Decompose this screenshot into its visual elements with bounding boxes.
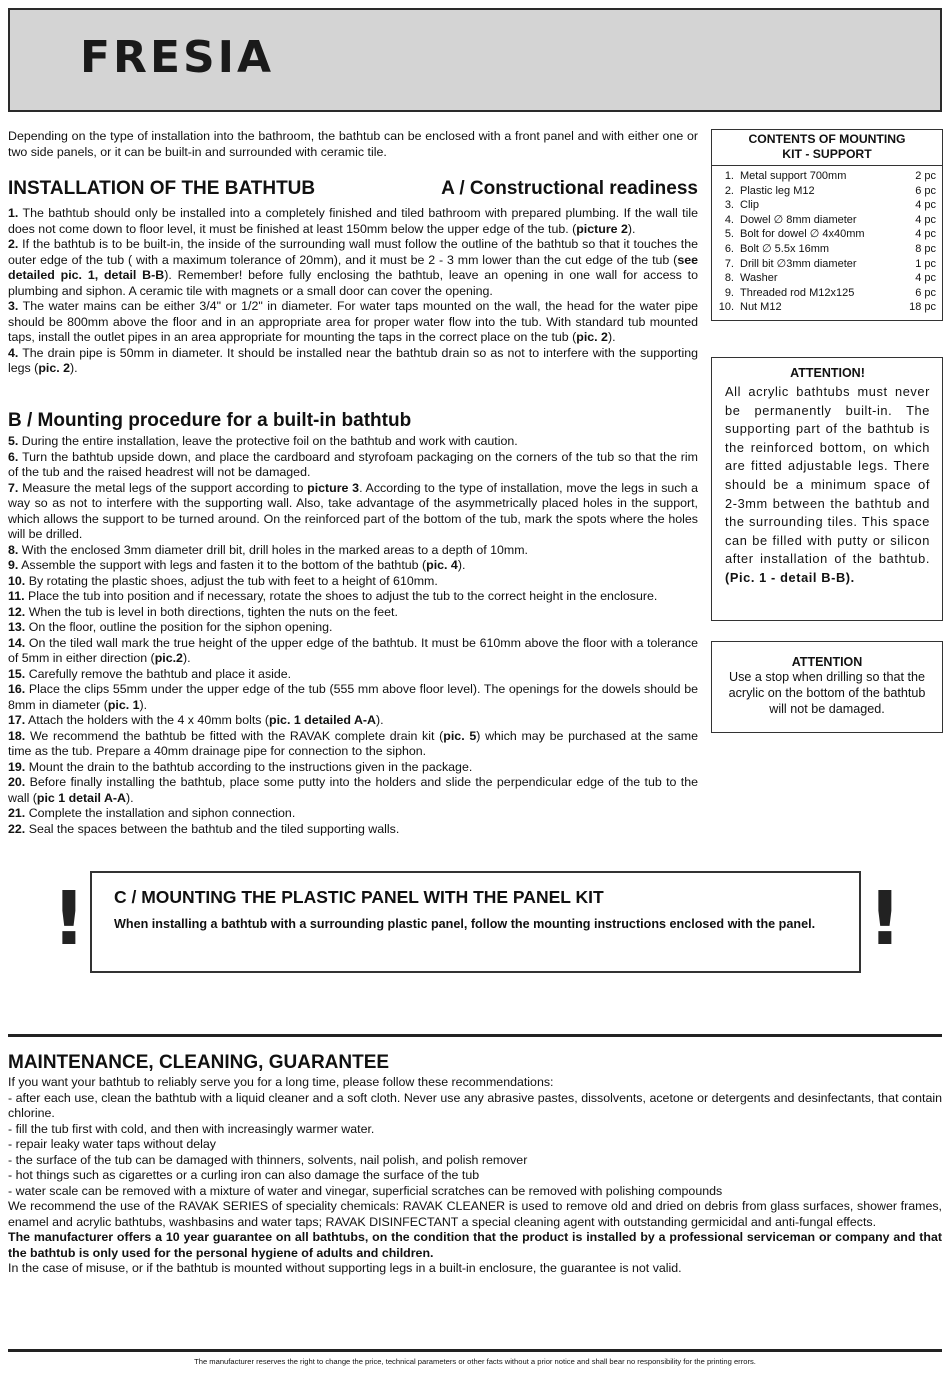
instruction-step xyxy=(8,237,698,299)
section-c-heading: C / MOUNTING THE PLASTIC PANEL WITH THE PANEL KIT xyxy=(114,887,604,907)
section-a-list xyxy=(8,206,698,377)
kit-item-number: 10. xyxy=(718,301,734,314)
instruction-step xyxy=(8,822,698,838)
kit-item xyxy=(712,184,942,199)
section-divider xyxy=(8,1034,942,1037)
step-text-tail: . According to the type of installation, move the legs in such a way so as not to interfere with the supporting wall. Also, take advantage of the asymmetrically placed holes in the support, which allows the support to be turned around. On the reinforced part of the bottom of the tub, mark the spots where the holes will be drilled. xyxy=(8,480,698,541)
kit-item-number: 6. xyxy=(724,242,734,255)
step-number: 2. xyxy=(8,237,19,251)
footer-disclaimer: The manufacturer reserves the right to change the price, technical parameters or other facts without a prior notice and shall bear no responsibility for the printing errors. xyxy=(194,1357,756,1366)
step-text: On the floor, outline the position for the siphon opening. xyxy=(28,620,333,634)
step-reference: picture 3 xyxy=(307,480,360,495)
step-text: Assemble the support with legs and fasten it to the bottom of the bathtub ( xyxy=(21,558,427,572)
step-number: 3. xyxy=(8,299,19,313)
step-text-tail: ). xyxy=(125,790,134,805)
step-number: 4. xyxy=(8,345,19,360)
maintenance-line: - repair leaky water taps without delay xyxy=(8,1137,216,1151)
maintenance-line: - after each use, clean the bathtub with a liquid cleaner and a soft cloth. Never use any abrasive pastes, dissolvents, acetone or detergents and desinfectants, that contain chlorine. xyxy=(8,1090,942,1120)
kit-item-quantity: 8 pc xyxy=(915,242,936,255)
maintenance-line: If you want your bathtub to reliably serve you for a long time, please follow these recommendations: xyxy=(8,1075,554,1089)
instruction-step xyxy=(8,481,698,543)
instruction-step xyxy=(8,558,698,574)
step-number: 16. xyxy=(8,682,26,696)
attention-reference: (Pic. 1 - detail B-B). xyxy=(725,569,855,585)
kit-title-line2: KIT - SUPPORT xyxy=(782,147,872,161)
instruction-step xyxy=(8,775,698,806)
step-text-tail: ). xyxy=(457,558,466,572)
step-text-tail: ). xyxy=(70,361,78,375)
page-title: FRESIA xyxy=(80,32,275,83)
attention-body: All acrylic bathtubs must never be permanently built-in. The supporting part of the bathtub is the reinforced bottom, on which are fitted adjustable legs. There should be a minimum space of 2-3mm between the bathtub and the surrounding tiles. This space can be filled with putty or silicon after installation of the bathtub. xyxy=(725,384,930,567)
kit-item xyxy=(712,286,942,301)
instruction-step xyxy=(8,620,698,636)
step-text: If the bathtub is to be built-in, the inside of the surrounding wall must follow the outline of the bathtub so that it touches the outer edge of the tub ( with a maximum tolerance of 20mm), and it must be 2 - 3 mm lower than the cut edge of the tub ( xyxy=(8,237,698,267)
kit-item-quantity: 4 pc xyxy=(915,199,936,212)
kit-item-number: 3. xyxy=(724,199,734,212)
step-text-tail: ). Remember! before fully enclosing the bathtub, leave an opening in one wall for access to plumbing and siphon. A ceramic tile with magnets or a small door can cover the opening. xyxy=(8,268,699,298)
instruction-step xyxy=(8,543,698,559)
step-number: 10. xyxy=(8,573,26,588)
step-text-tail: ). xyxy=(627,221,636,236)
step-reference: pic. 4 xyxy=(426,558,458,572)
kit-item-name: Drill bit ∅3mm diameter xyxy=(740,257,857,270)
kit-item-quantity: 4 pc xyxy=(915,228,936,241)
kit-item-name: Metal support 700mm xyxy=(740,170,847,182)
step-text: Place the tub into position and if necessary, rotate the shoes to adjust the tub to the correct height in the enclosure. xyxy=(28,589,658,603)
step-number: 13. xyxy=(8,620,26,634)
kit-item xyxy=(712,300,942,315)
step-number: 7. xyxy=(8,480,19,495)
step-reference: pic. 2 xyxy=(38,361,70,375)
instruction-step xyxy=(8,434,698,450)
kit-item-name: Bolt ∅ 5.5x 16mm xyxy=(740,242,830,255)
footer-divider xyxy=(8,1349,942,1352)
kit-item-quantity: 4 pc xyxy=(915,272,936,285)
step-number: 8. xyxy=(8,542,19,557)
kit-list xyxy=(712,166,942,315)
step-text: Complete the installation and siphon connection. xyxy=(28,806,296,820)
instruction-step xyxy=(8,346,698,377)
instruction-step xyxy=(8,682,698,713)
exclamation-right-icon: ! xyxy=(868,876,902,962)
section-b-heading: B / Mounting procedure for a built-in bathtub xyxy=(8,410,412,431)
panel-kit-box xyxy=(90,871,861,973)
step-reference: pic. 2 xyxy=(576,330,608,344)
step-number: 20. xyxy=(8,775,26,789)
instruction-step xyxy=(8,806,698,822)
kit-item-quantity: 6 pc xyxy=(915,184,936,197)
attention-drilling-title: ATTENTION xyxy=(791,655,863,669)
step-text: With the enclosed 3mm diameter drill bit, drill holes in the marked areas to a depth of 10mm. xyxy=(21,542,528,557)
maintenance-line: We recommend the use of the RAVAK SERIES of speciality chemicals: RAVAK CLEANER is used to remove old and dried on debris from glass surfaces, shower frames, enamel and acrylic bathtubs, washbasins and water taps; RAVAK DISINFECTANT a special cleaning agent with outstanding germicidal and anti-fungal effects. xyxy=(8,1199,942,1229)
step-text-tail: ) which may be purchased at the same time as the tub. Prepare a 40mm drainage pipe for connection to the siphon. xyxy=(8,728,698,758)
step-text: The water mains can be either 3/4" or 1/2" in diameter. For water taps mounted on the wall, the head for the water pipe should be 800mm above the floor and in an appropriate area for proper water flow into the tub. With standard tub mounted taps, install the outlet pipes in an area appropriate for mounting the taps in the correct place on the tub ( xyxy=(8,299,699,344)
step-reference: pic.2 xyxy=(154,651,183,665)
kit-item-number: 5. xyxy=(724,228,734,241)
step-number: 21. xyxy=(8,806,26,820)
step-text: Measure the metal legs of the support according to xyxy=(22,480,308,495)
step-text-tail: ). xyxy=(182,651,191,665)
instruction-step xyxy=(8,760,698,776)
step-number: 18. xyxy=(8,728,26,743)
step-text: Carefully remove the bathtub and place it aside. xyxy=(28,666,292,681)
kit-item xyxy=(712,213,942,228)
step-number: 12. xyxy=(8,604,26,619)
step-text: On the tiled wall mark the true height of the upper edge of the bathtub. It must be 610mm above the floor with a tolerance of 5mm in either direction ( xyxy=(8,635,698,665)
exclamation-left-icon: ! xyxy=(52,876,86,962)
step-number: 15. xyxy=(8,666,26,681)
maintenance-line: - the surface of the tub can be damaged with thinners, solvents, nail polish, and polish remover xyxy=(8,1152,528,1167)
step-text: During the entire installation, leave the protective foil on the bathtub and work with caution. xyxy=(21,434,518,448)
step-number: 17. xyxy=(8,713,26,727)
kit-item-number: 2. xyxy=(724,184,734,197)
instruction-step xyxy=(8,450,698,481)
kit-item-name: Dowel ∅ 8mm diameter xyxy=(740,213,857,226)
guarantee-note: In the case of misuse, or if the bathtub is mounted without supporting legs in a built-in enclosure, the guarantee is not valid. xyxy=(8,1261,682,1275)
maintenance-line: - fill the tub first with cold, and then with increasingly warmer water. xyxy=(8,1121,375,1136)
kit-title-line1: CONTENTS OF MOUNTING xyxy=(748,132,906,146)
instruction-step xyxy=(8,667,698,683)
step-number: 22. xyxy=(8,821,26,836)
kit-contents-box xyxy=(711,129,943,321)
section-b-list xyxy=(8,434,698,837)
instruction-step xyxy=(8,713,698,729)
step-text-tail: ). xyxy=(376,713,384,727)
step-text-tail: ). xyxy=(607,330,616,344)
kit-item-quantity: 1 pc xyxy=(915,257,936,270)
instruction-step xyxy=(8,605,698,621)
instruction-step xyxy=(8,299,698,346)
step-text: Seal the spaces between the bathtub and the tiled supporting walls. xyxy=(28,821,400,836)
maintenance-line: - hot things such as cigarettes or a curling iron can also damage the surface of the tub xyxy=(8,1168,480,1182)
step-text: The bathtub should only be installed into a completely finished and tiled bathroom with prepared plumbing. If the wall tile does not come down to floor level, it must be finished at least 150mm below the upper edge of the tub. ( xyxy=(8,206,698,236)
step-text: Mount the drain to the bathtub according to the instructions given in the package. xyxy=(28,759,473,774)
step-text: We recommend the bathtub be fitted with the RAVAK complete drain kit ( xyxy=(29,728,444,743)
attention-box xyxy=(711,357,943,621)
kit-item-quantity: 2 pc xyxy=(915,170,936,182)
step-reference: pic 1 detail A-A xyxy=(36,790,126,805)
section-c-text: When installing a bathtub with a surrounding plastic panel, follow the mounting instructions enclosed with the panel. xyxy=(114,917,816,931)
kit-item xyxy=(712,169,942,184)
kit-item-number: 1. xyxy=(724,170,734,182)
step-reference: see detailed pic. 1, detail B-B xyxy=(8,252,698,282)
installation-heading-row xyxy=(8,178,698,202)
kit-item xyxy=(712,198,942,213)
kit-item-name: Bolt for dowel ∅ 4x40mm xyxy=(740,228,865,241)
step-number: 14. xyxy=(8,635,26,650)
instruction-step xyxy=(8,574,698,590)
step-text: Turn the bathtub upside down, and place the cardboard and styrofoam packaging on the corners of the tub so that the rim of the tub and the raised headrest will not be damaged. xyxy=(8,449,699,479)
maintenance-text xyxy=(8,1075,942,1277)
attention-drilling-box xyxy=(711,641,943,733)
step-number: 1. xyxy=(8,206,19,220)
kit-item xyxy=(712,271,942,286)
step-text: By rotating the plastic shoes, adjust the tub with feet to a height of 610mm. xyxy=(28,573,438,588)
attention-title: ATTENTION! xyxy=(790,366,865,380)
kit-contents-title xyxy=(712,130,942,166)
step-number: 19. xyxy=(8,759,26,774)
kit-item xyxy=(712,227,942,242)
maintenance-heading: MAINTENANCE, CLEANING, GUARANTEE xyxy=(8,1052,390,1073)
kit-item-name: Washer xyxy=(740,272,778,285)
instruction-step xyxy=(8,729,698,760)
step-reference: picture 2 xyxy=(576,221,628,236)
kit-item-number: 9. xyxy=(724,286,734,299)
kit-item xyxy=(712,242,942,257)
step-text: The drain pipe is 50mm in diameter. It should be installed near the bathtub drain so as not to interfere with the supporting legs ( xyxy=(8,345,699,375)
instruction-step xyxy=(8,589,698,605)
installation-heading: INSTALLATION OF THE BATHTUB xyxy=(8,178,316,199)
section-a-heading: A / Constructional readiness xyxy=(441,178,698,199)
kit-item-quantity: 6 pc xyxy=(915,286,936,299)
step-number: 6. xyxy=(8,449,19,464)
step-text: Attach the holders with the 4 x 40mm bolts ( xyxy=(28,713,270,727)
intro-paragraph: Depending on the type of installation into the bathroom, the bathtub can be enclosed with a front panel and with either one or two side panels, or it can be built-in and surrounded with ceramic tile. xyxy=(8,129,698,159)
step-text: When the tub is level in both directions, tighten the nuts on the feet. xyxy=(28,604,398,619)
guarantee-statement: The manufacturer offers a 10 year guarantee on all bathtubs, on the condition that the product is installed by a professional serviceman or company and that the bathtub is only used for the personal hygiene of adults and children. xyxy=(8,1230,942,1260)
instruction-step xyxy=(8,206,698,237)
kit-item-number: 4. xyxy=(724,213,734,226)
step-reference: pic. 1 detailed A-A xyxy=(269,713,376,727)
step-reference: pic. 1 xyxy=(107,697,140,712)
step-number: 9. xyxy=(8,558,19,572)
maintenance-line: - water scale can be removed with a mixture of water and vinegar, superficial scratches can be removed with polishing compounds xyxy=(8,1183,723,1198)
kit-item-quantity: 4 pc xyxy=(915,213,936,226)
attention-drilling-text: Use a stop when drilling so that the acrylic on the bottom of the bathtub will not be damaged. xyxy=(728,670,926,716)
title-banner xyxy=(8,8,942,112)
kit-item-name: Clip xyxy=(740,199,759,212)
kit-item-quantity: 18 pc xyxy=(909,301,936,314)
step-number: 5. xyxy=(8,434,19,448)
instruction-step xyxy=(8,636,698,667)
kit-item-name: Plastic leg M12 xyxy=(740,184,815,197)
kit-item-number: 8. xyxy=(724,272,734,285)
step-number: 11. xyxy=(8,589,25,603)
step-text: Place the clips 55mm under the upper edge of the tub (555 mm above floor level). The openings for the dowels should be 8mm in diameter ( xyxy=(8,682,698,712)
step-reference: pic. 5 xyxy=(443,728,477,743)
attention-text xyxy=(725,383,930,588)
kit-item-number: 7. xyxy=(724,257,734,270)
step-text-tail: ). xyxy=(139,697,148,712)
kit-item-name: Nut M12 xyxy=(740,301,782,314)
step-text: Before finally installing the bathtub, place some putty into the holders and slide the perpendicular edge of the tub to the wall ( xyxy=(8,775,698,805)
kit-item xyxy=(712,257,942,272)
kit-item-name: Threaded rod M12x125 xyxy=(740,286,855,299)
